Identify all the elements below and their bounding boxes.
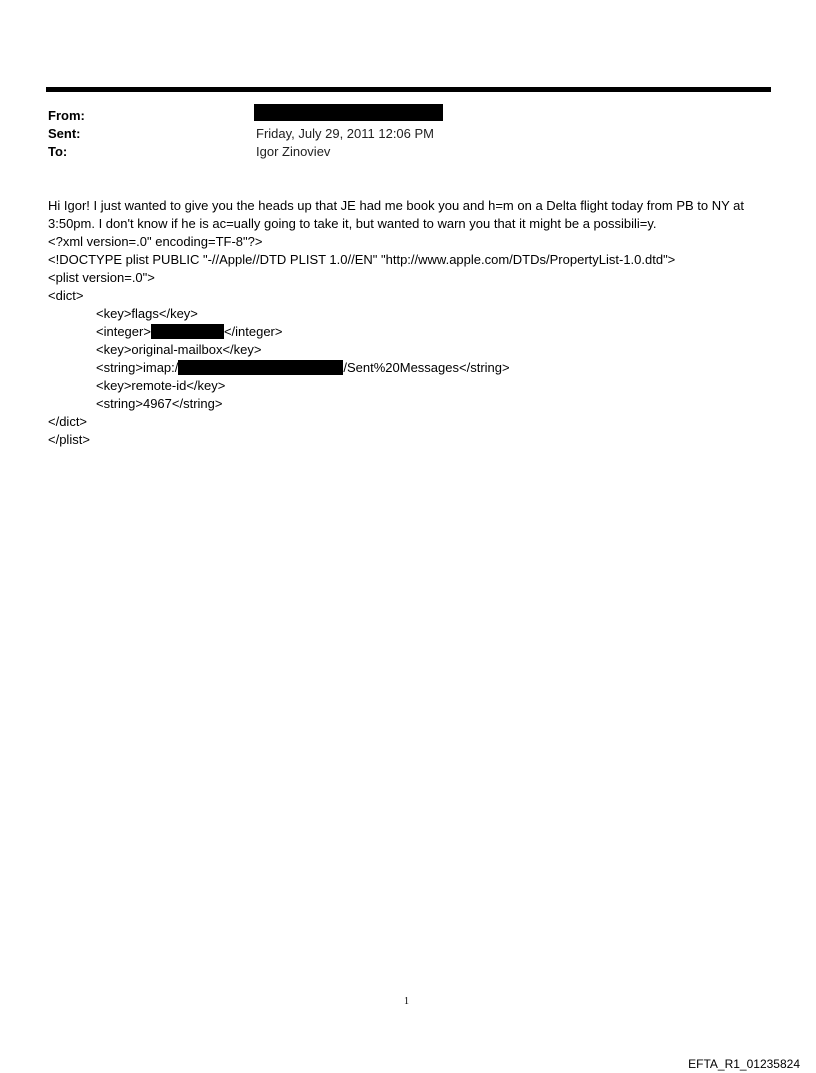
key-remote-id: <key>remote-id</key> [96,378,226,393]
dict-open: <dict> [48,288,84,303]
page-number: 1 [404,996,409,1007]
from-label: From: [48,108,85,123]
sent-value: Friday, July 29, 2011 12:06 PM [256,126,435,141]
key-original-mailbox: <key>original-mailbox</key> [96,342,262,357]
redacted-from [254,104,443,121]
doctype-line: <!DOCTYPE plist PUBLIC "-//Apple//DTD PLIST 1.0//EN" "http://www.apple.com/DTDs/PropertyList-1.0.dtd"> [48,252,676,267]
to-label: To: [48,144,68,159]
xml-declaration: <?xml version=.0" encoding=TF-8"?> [48,234,263,249]
integer-close: </integer> [223,324,283,339]
redacted-mailbox [178,360,343,375]
string-imap-close: /Sent%20Messages</string> [343,360,510,375]
header-rule [46,87,771,92]
string-imap-line [96,359,510,377]
key-flags: <key>flags</key> [96,306,198,321]
sent-label: Sent: [48,126,81,141]
plist-close: </plist> [48,432,90,447]
document-id: EFTA_R1_01235824 [688,1057,800,1071]
dict-close: </dict> [48,414,88,429]
string-imap-open: <string>imap:/ [96,360,179,375]
redacted-integer [151,324,224,339]
plist-open: <plist version=.0"> [48,270,155,285]
integer-open: <integer> [96,324,151,339]
body-line-2: 3:50pm. I don't know if he is ac=ually going to take it, but wanted to warn you that it might be a possibili=y. [48,216,657,231]
string-remote-id: <string>4967</string> [96,396,223,411]
to-value: Igor Zinoviev [256,144,331,159]
body-line-1: Hi Igor! I just wanted to give you the heads up that JE had me book you and h=m on a Delta flight today from PB to NY at [48,198,745,213]
integer-line [96,323,282,341]
